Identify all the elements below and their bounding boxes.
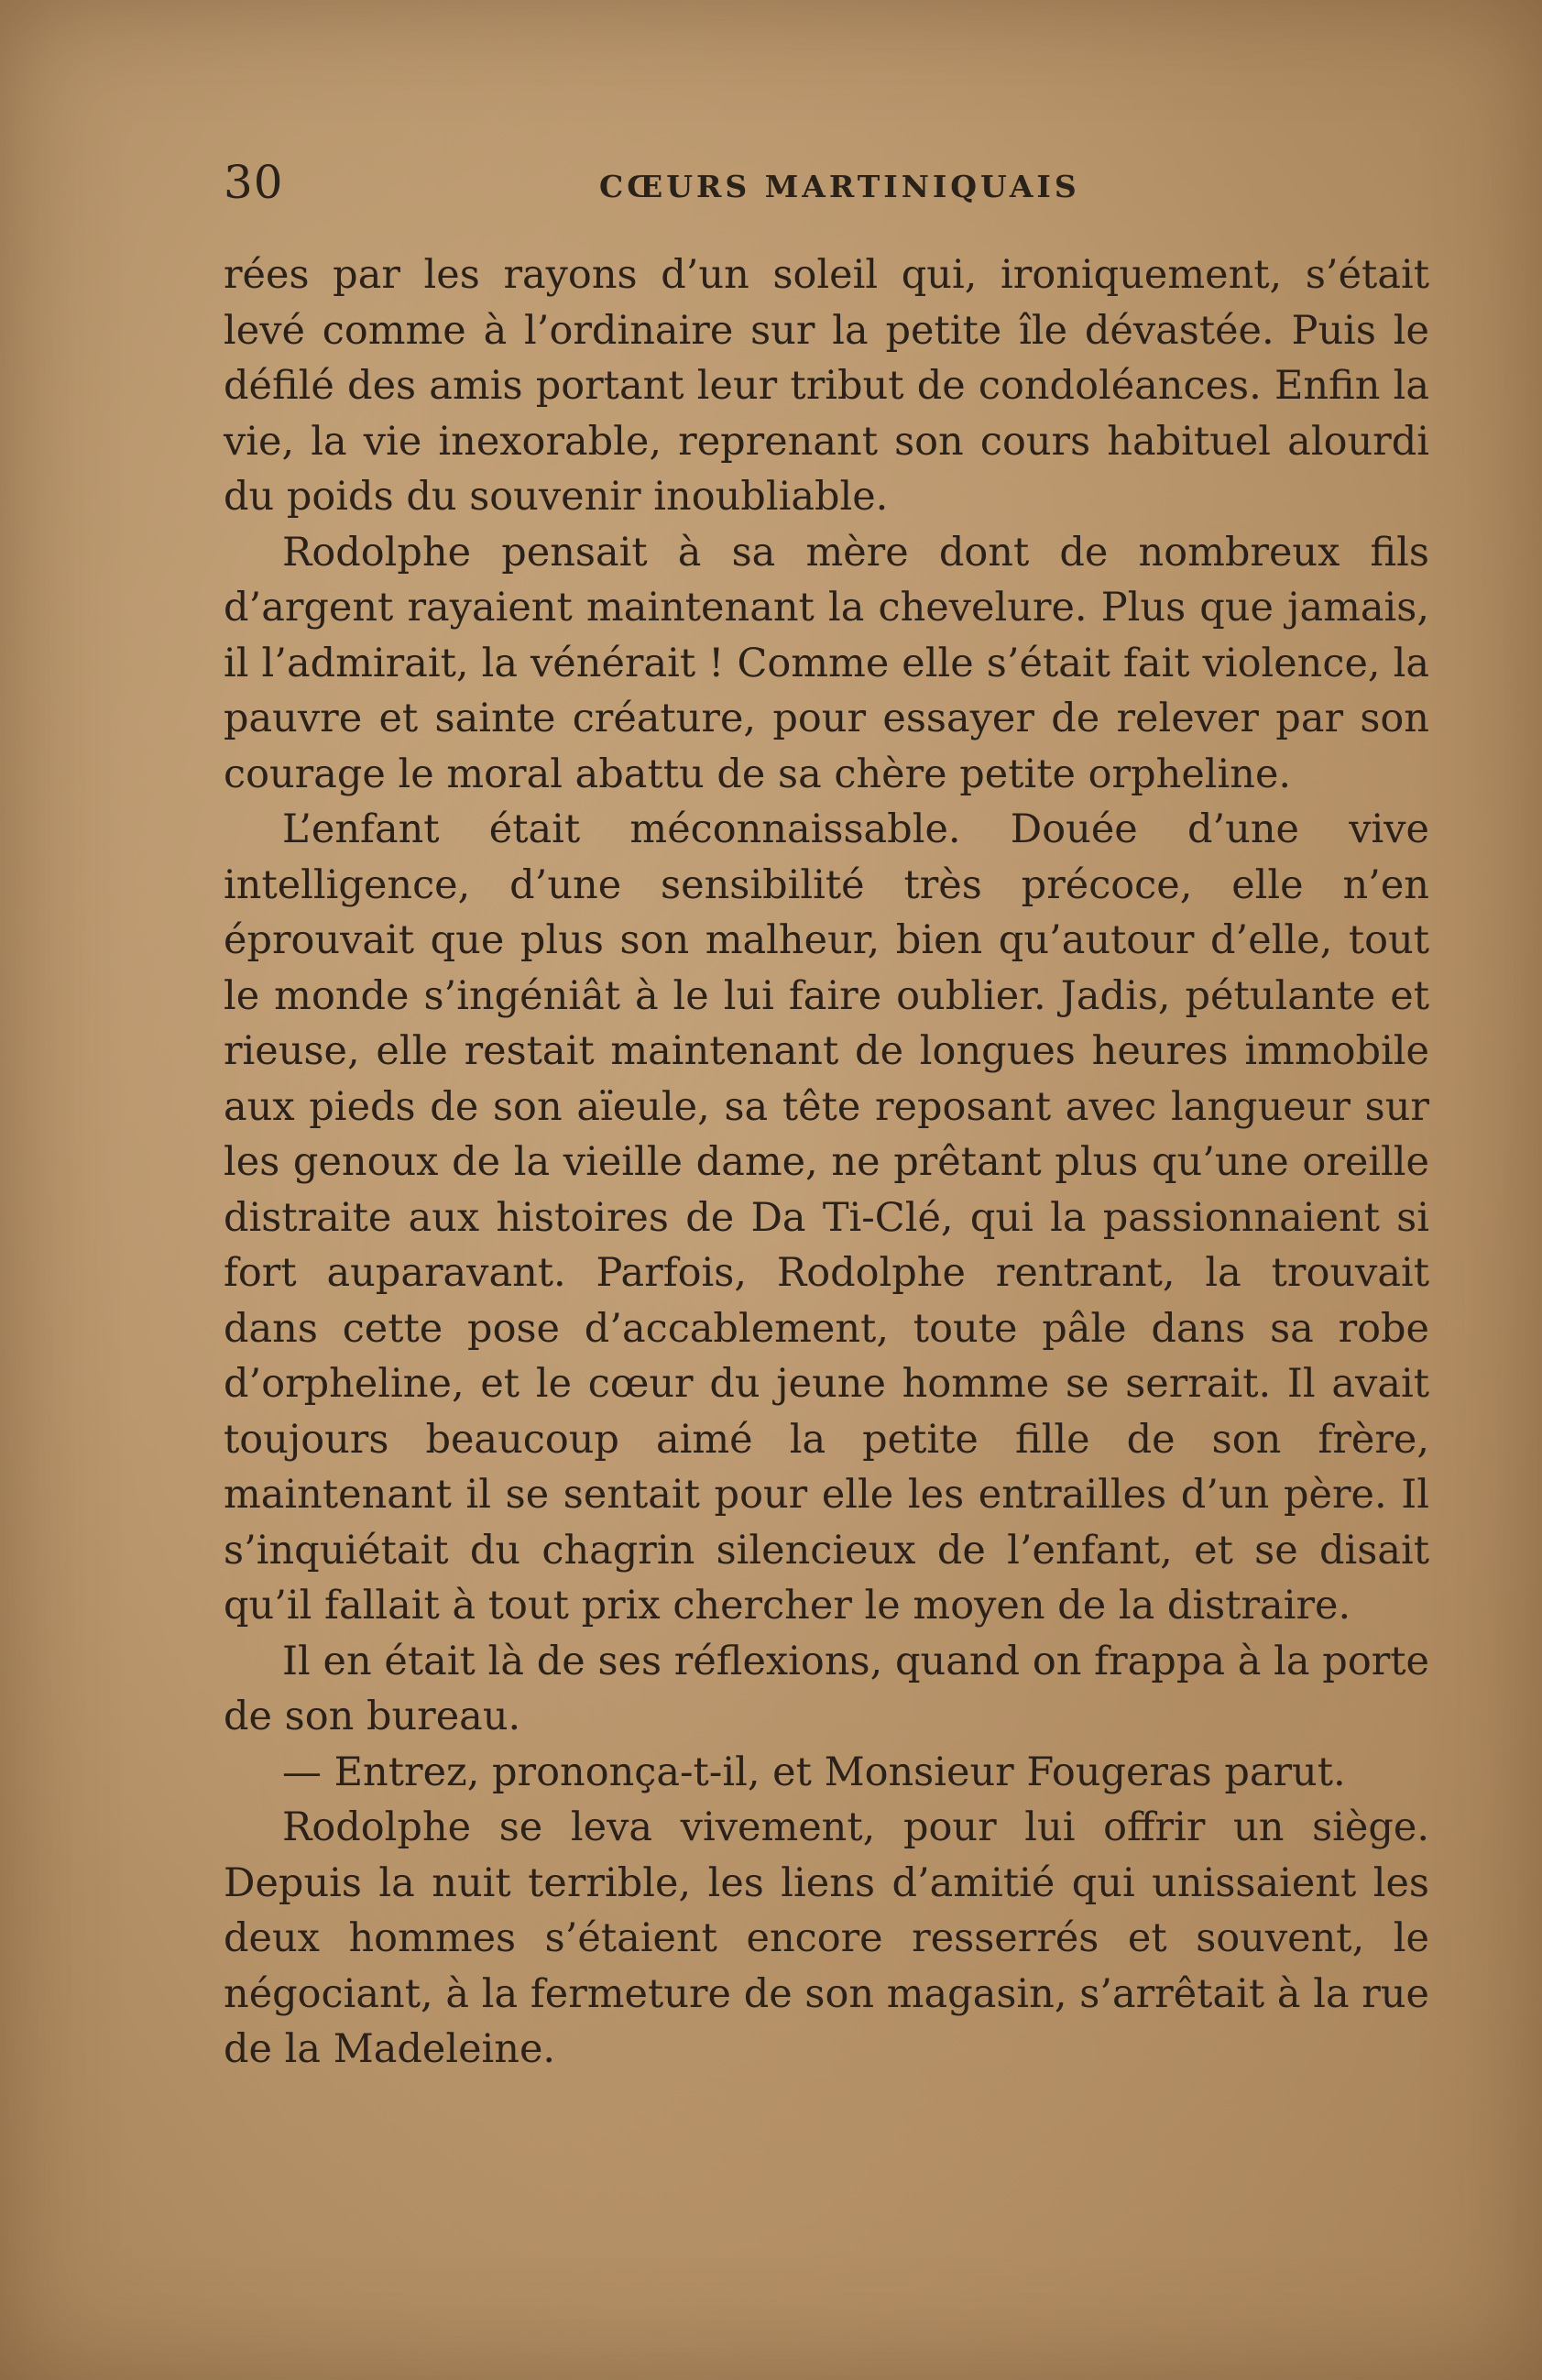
running-title: CŒURS MARTINIQUAIS — [599, 169, 1080, 204]
body-text — [224, 247, 1429, 2078]
paragraph: L’enfant était méconnaissable. Douée d’une vive intelligence, d’une sensibilité très précoce, elle n’en éprouvait que plus son malheur, bien qu’autour d’elle, tout le monde s’ingéniât à le lui faire oublier. Jadis, pétulante et rieuse, elle restait maintenant de longues heures immobile aux pieds de son aïeule, sa tête reposant avec langueur sur les genoux de la vieille dame, ne prêtant plus qu’une oreille distraite aux histoires de Da Ti-Clé, qui la passionnaient si fort auparavant. Parfois, Rodolphe rentrant, la trouvait dans cette pose d’accablement, toute pâle dans sa robe d’orpheline, et le cœur du jeune homme se serrait. Il avait toujours beaucoup aimé la petite fille de son frère, maintenant il se sentait pour elle les entrailles d’un père. Il s’inquiétait du chagrin silencieux de l’enfant, et se disait qu’il fallait à tout prix chercher le moyen de la distraire. — [224, 806, 1429, 1629]
paragraph: Rodolphe se leva vivement, pour lui offrir un siège. Depuis la nuit terrible, les liens d’amitié qui unissaient les deux hommes s’étaient encore resserrés et souvent, le négociant, à la fermeture de son magasin, s’arrêtait à la rue de la Madeleine. — [224, 1804, 1429, 2072]
paragraph-continuation: rées par les rayons d’un soleil qui, ironiquement, s’était levé comme à l’ordinaire sur la petite île dévastée. Puis le défilé des amis portant leur tribut de condoléances. Enfin la vie, la vie inexorable, reprenant son cours habituel alourdi du poids du souvenir inoubliable. — [224, 252, 1429, 520]
paragraph: Il en était là de ses réflexions, quand on frappa à la porte de son bureau. — [224, 1638, 1429, 1739]
paragraph: Rodolphe pensait à sa mère dont de nombreux fils d’argent rayaient maintenant la chevelure. Plus que jamais, il l’admirait, la vénérait ! Comme elle s’était fait violence, la pauvre et sainte créature, pour essayer de relever par son courage le moral abattu de sa chère petite orpheline. — [224, 529, 1429, 797]
page-number: 30 — [224, 156, 284, 209]
dialogue-line: — Entrez, prononça-t-il, et Monsieur Fougeras parut. — [282, 1749, 1346, 1795]
page-header — [224, 156, 1429, 211]
